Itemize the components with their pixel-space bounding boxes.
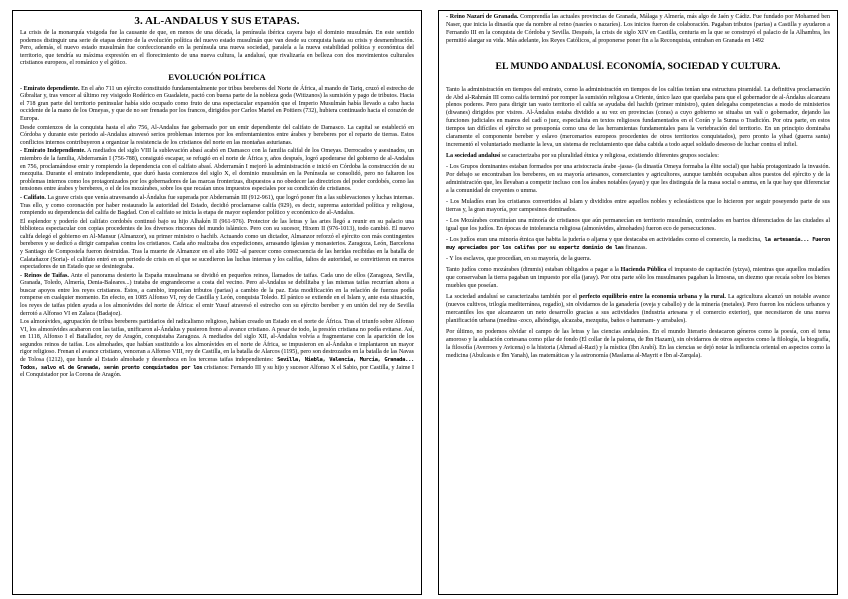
right-column xyxy=(438,10,838,595)
independent-emirate-lead: - Emirato Independiente. xyxy=(20,148,86,155)
independent-emirate-text: A mediados del siglo VIII la sublevación abasí acabó en Damasco con la familia califal de los Omeyas. Derrocados y asesinados, un miembro de la familia, Abderramán I (756-788), consiguió escapar, se refugió en el norte de África y, años después, logró apoderarse del gobierno de al-Andalus en 756, proclamándose emir y rompiendo la dependencia con el califato abasí. Abderramán I mejoró la administración e inició en Córdoba la construcción de su mezquita. Durante el emirato independiente, que duró hasta comienzos del siglo X, el dominio musulmán en la Península se consolidó, pero no faltaron los problemas internos como los protagonizados por los gobernadores de las marcas fronterizas, dispuestos a no obedecer las directrices del poder cordobés, como las tensiones entre árabes y bereberes, o el de los mozárabes, sobre los que recaían unos impuestos especiales por su condición de cristianos. xyxy=(20,148,414,193)
left-column xyxy=(12,10,422,595)
splendor-paragraph: El esplendor y poderío del califato cordobés continuó bajo su hijo Alhakén II (961-976). Protector de las letras y las artes llegó a reunir en su palacio una biblioteca espectacular con copias procedentes de los diversos rincones del mundo islámico. Pero con su sucesor, Hixem II (976-1013), todo cambió. El nuevo califa delegó el gobierno en Al-Mansur (Almanzor), su primer ministro o hachib. Actuando como un dictador, Almanzor reforzó el ejército con más contingentes bereberes y se dedicó a dirigir campañas contra los cristianos. Cada año realizaba dos expediciones, arrasando iglesias y monasterios. Zaragoza, León, Barcelona y Santiago de Compostela fueron destruidas. Tras la muerte de Almanzor en el año 1002 -al parecer como consecuencia de las heridas recibidas en la batalla de Calatañazor (Soria)- el califato entró en un periodo de crisis en el que se sucedieron las luchas internas y los califas, faltos de autoridad, se convirtieron en meros espectadores de un Estado que se desintegraba. xyxy=(20,218,414,271)
caliphate-text: La grave crisis que venía atravesando al-Ándalus fue superada por Abderramán III (912-961), que logró poner fin a las sublevaciones y luchas internas. Tras ello, y como coronación por haber restaurado la autoridad del Estado, decidió proclamarse califa (929), es decir, suprema autoridad política y religiosa, rompiendo su dependencia del califa de Bagdad. Con el califato se inicia la etapa de mayor esplendor político y económico de al-Andalus. xyxy=(20,194,414,217)
almoravids-paragraph xyxy=(20,319,414,379)
almoravids-end-text: cristianos: Fernando III y su hijo y sucesor Alfonso X el Sabio, por Castilla, y Jaime I el Conquistador por la Corona de Aragón. xyxy=(20,364,414,379)
jews-dense-text: la artesanía... Fueron muy apreciados por los califas por su expertz dominio de las xyxy=(446,236,830,251)
taxes-text-b: el impuesto de capitación (yizya), mientras que aquellos muladíes que conservaban la tierra pagaban un impuesto por ella (jaray). Por otra parte sólo los musulmanes pagaban la limosna, un diezmo que recaía sobre los bienes muebles que poseían. xyxy=(446,267,830,289)
taxes-text-a: Tanto judíos como mozárabes (dimmis) estaban obligados a pagar a la xyxy=(446,267,621,274)
economy-text-b: La agricultura alcanzó un notable avance (nuevos cultivos, trilogía mediterránea, regadío), sin olvidarnos de la ganadería (oveja y caballo) y de la minería (metales). Pero fueron los núcleos urbanos y mercantiles los que alcanzaron un neto desarrollo gracias a sus actividades (industria artesana y el comercio exterior), que necesitaron de una nueva planificación urbana (medina -zoco, alhóndiga, alcazaba, mezquita, baños o hammam- y arrabales). xyxy=(446,293,830,324)
taxes-paragraph xyxy=(446,267,830,291)
intro-paragraph: La crisis de la monarquía visigoda fue la causante de que, en menos de una década, la península ibérica cayera bajo el dominio musulmán. En este sentido podemos distinguir una serie de etapas dentro de la evolución política del nuevo estado musulmán que van desde su conquista hasta su crisis y desmembración. Pero, además, el nuevo estado musulmán fue confeccionando en la península una nueva sociedad, paralela a la nueva estabilidad política y económica del territorio, que tendría su máxima expresión en el florecimiento de una nueva cultura, la andalusí, que rivalizaría en belleza con dos movimientos culturales cristianos europeos, el románico y el gótico. xyxy=(20,30,414,67)
taxes-lead: Hacienda Pública xyxy=(620,267,667,274)
jews-paragraph xyxy=(446,237,830,253)
damascus-paragraph: Desde comienzos de la conquista hasta el año 756, Al-Andalus fue gobernado por un emir dependiente del califato de Damasco. La capital se estableció en Córdoba y durante este periodo al-Andalus atravesó serios problemas internos por los enfrentamientos entre árabes y bereberes por el reparto de tierras. Estos conflictos internos contribuyeron a organizar la resistencia de los cristianos del norte en las montañas asturianas. xyxy=(20,124,414,146)
taifas-lead: - Reinos de Taifas. xyxy=(20,272,69,279)
nasrid-lead: - Reino Nazarí de Granada. xyxy=(446,14,519,20)
andalusi-world-heading: EL MUNDO ANDALUSÍ. ECONOMÍA, SOCIEDAD Y CULTURA. xyxy=(495,60,781,72)
nasrid-text: Comprendía las actuales provincias de Granada, Málaga y Almería, más algo de Jaén y Cádiz. Fue fundado por Mohamed ben Naser, que inicia la dinastía que da nombre al reino (nasríes o nazaríes). Los inicios fueron de colaboración. Pagaban tributos (parias) a Castilla y ayudaron a Fernando III en la conquista de Córdoba y Sevilla. Después, la crisis de siglo XIV en Castilla, centuria en la que se construyó el palacio de la Alhambra, les permitió alargar su vida. Más adelante, los Reyes Católicos, al proponerse poner fin a la Reconquista, entraban en Granada en 1492 xyxy=(446,14,830,44)
dependent-emirate-paragraph xyxy=(20,86,414,124)
independent-emirate-paragraph xyxy=(20,148,414,193)
caliphate-paragraph xyxy=(20,195,414,218)
slaves-paragraph: - Y los esclavos, que procedían, en su mayoría, de la guerra. xyxy=(446,255,592,262)
economy-lead: perfecto equilibrio entre la economía urbana y la rural. xyxy=(579,293,726,300)
jews-end-text: finanzas. xyxy=(623,244,647,251)
society-lead: La sociedad andalusí xyxy=(446,153,501,160)
culture-paragraph: Por último, no podemos olvidar el campo de las letras y las ciencias andalusíes. En el mundo literario destacaron géneros como la poesía, con el tema amoroso y la adulación cortesana como pilar de fondo (El collar de la paloma, de Ibn Hazam), sin olvidarnos de otros aspectos como la filología, la biografía, la filosofía (Averroes y Avicena) o la historia (Ahmad al-Razi) y la mística (Ibn Arabí). En las ciencias se dejó notar la influencia oriental en aspectos como la medicina (Abulcasis e Ibn Yanah), las matemáticas y la astronomía (Maslama al-Mayrit e Ibn al-Zarqala). xyxy=(446,328,830,359)
society-paragraph xyxy=(446,153,830,161)
almoravids-text: Los almorávides, agrupación de tribus bereberes partidarios del radicalismo religioso, habían creado un Estado en el norte de África. Tras el triunfo sobre Alfonso VI, los almorávides acabaron con las taifas, unificaron al-Ándalus y pusieron freno al avance cristiano. A pesar de todo, la presión cristiana no podía evitarse. Así, en 1118, Alfonso I el Batallador, rey de Aragón, conquistaba Zaragoza. A mediados del siglo XII, al-Ándalus volvía a fragmentarse con la aparición de los segundos reinos de taifas. Los almohades, que habían sustituido a los almorávides en el norte de África, se impusieron en al-Ándalus e implantaron un mayor rigor religioso. Frenan el avance cristiano, venceran a Alfonso VIII, rey de Castilla, en la batalla de Alarcos (1195), pero son destrozados en la batalla de las Navas de Tolosa (1212), que hunde al Estado almohade y desemboca en los terceras taifas independientes: xyxy=(20,319,414,363)
dependent-emirate-text: En el año 711 un ejército constituido fundamentalmente por tribus bereberes del Norte de África, al mando de Tariq, cruzó el estrecho de Gibraltar y, tras vencer al último rey visigodo Rodérico en Guadalete, pactó con buena parte de la nobleza goda (Witizanos) la sumisión y pago de tributos. Hacia el 718 gran parte del territorio peninsular había sido ocupado como fruto de una espectacular expansión que el Imperio Musulmán había llevado a cabo hacia occidente de la mano de los Omeyas, y que de no ser frenada por los francos, dirigidos por Carlos Martel en Poitiers (732), hubiera continuado hacia el corazón de Europa. xyxy=(20,85,414,122)
administration-paragraph: Tanto la administración en tiempos del emirato, como la administración en tiempos de los califas tenían una estructura piramidal. La definitiva proclamación de Abd al-Rahmán III como califa terminó por romper la sumisión religiosa a Oriente, único lazo que quedaba para que el gobernador de al-Ándalus alcanzara plenos poderes. Pero para dirigir tan vasto territorio el califa se ayudaba del hachib (primer ministro), quien delegaba competencias a modo de ministerios (diwanes) dirigidos por visires. Al-Ándalus estaba dividido a su vez en provincias (coras) a cuyo gobierno se situaba un valí o gobernador, dejando las funciones judiciales en manos del cadí o juez, especialista en textos religiosos fundamentados en el Corán y la Sunna o Tradición. Por otra parte, en estos tiempos tan difíciles el ejército se presuponía como una de las herramientas fundamentales para la vertebración del territorio. En un principio dominaba claramente el componente bereber y eslavo (mercenarios europeos procedentes de otros territorios conquistados), pero pronto la yihad (guerra santa) incrementó el voluntariado mediante la leva, un sistema de reclutamiento que daba cabida a todo aquel soldado deseoso de luchar contra el infiel. xyxy=(446,86,830,148)
dominant-groups-paragraph: - Los Grupos dominantes estaban formados por una aristocracia árabe -jassa- (la dinastía Omeya formaba la élite social) que había protagonizado la invasión. Por debajo se encontraban los bereberes, en su mayoría artesanos, comerciantes y agricultores, aunque también ocupaban altos puestos del ejército y de la administración que, les llevaban a competir incluso con los árabes notables (ayan) y que les distinguía de la masa social o amma, en la que hay que diferenciar a la comunidad de creyentes o umma. xyxy=(446,164,830,194)
almoravids-dense-text: Sevilla, Niebla, Valencia, Murcia, Granada... Todos, salvo el de Granada, serán pronto conquistados por los xyxy=(20,357,414,371)
jews-text: - Los judíos eran una minoría étnica que habita la judería o aljama y que destacaba en actividades como el comercio, la medicina, xyxy=(446,236,762,243)
taifas-text: Ante el panorama desierto la España musulmana se dividió en pequeños reinos, llamados de taifas. Cada uno de ellos (Zaragoza, Sevilla, Granada, Toledo, Almería, Denia-Baleares...) trataba de engrandecerse a costa del vecino. Pero al-Ándalus se debilitaba y las mismas taifas recurrían ahora a buscar apoyos entre los reyes cristianos. Éstos, a cambio, imponían tributos (parias) a cambio de la paz. Esta modificación en la relación de fuerzas podía romperse en cualquier momento. En efecto, en 1085 Alfonso VI, rey de Castilla y León, conquista Toledo. El pánico se extiende en el Islam y, ante esta situación, los reyes de taifas piden ayuda a los almorávides del norte de África: el emir Yusuf atravesó el estrecho con su ejército bereber y en unión del rey de Sevilla derrotó a Alfonso VI en Zalaca (Badajoz). xyxy=(20,272,414,317)
muladies-paragraph: - Los Muladíes eran los cristianos convertidos al Islam y divididos entre aquellos nobles y eclesiásticos que lo hicieron por seguir poseyendo parte de sus tierras y, la gran mayoría, por campesinos dominados. xyxy=(446,198,830,213)
nasrid-paragraph xyxy=(446,14,830,46)
taifas-paragraph xyxy=(20,273,414,318)
section-title: 3. AL-ANDALUS Y SUS ETAPAS. xyxy=(134,15,300,27)
economy-text-a: La sociedad andalusí se caracterizaba también por el xyxy=(446,293,580,300)
political-evolution-heading: EVOLUCIÓN POLÍTICA xyxy=(168,71,266,82)
society-text: se caracterizaba por su pluralidad étnica y religiosa, existiendo diferentes grupos sociales: xyxy=(500,153,719,160)
caliphate-lead: - Califato. xyxy=(20,194,46,201)
dependent-emirate-lead: - Emirato dependiente. xyxy=(20,85,80,92)
economy-paragraph xyxy=(446,294,830,326)
mozarabes-paragraph: - Los Mozárabes constituían una minoría de cristianos que aún permanecían en territorio musulmán, controlados en barrios diferenciados de las ciudades al igual que los judíos. En épocas de intolerancia religiosa (almorávides, almohades) fueron eco de persecuciones. xyxy=(446,217,830,232)
